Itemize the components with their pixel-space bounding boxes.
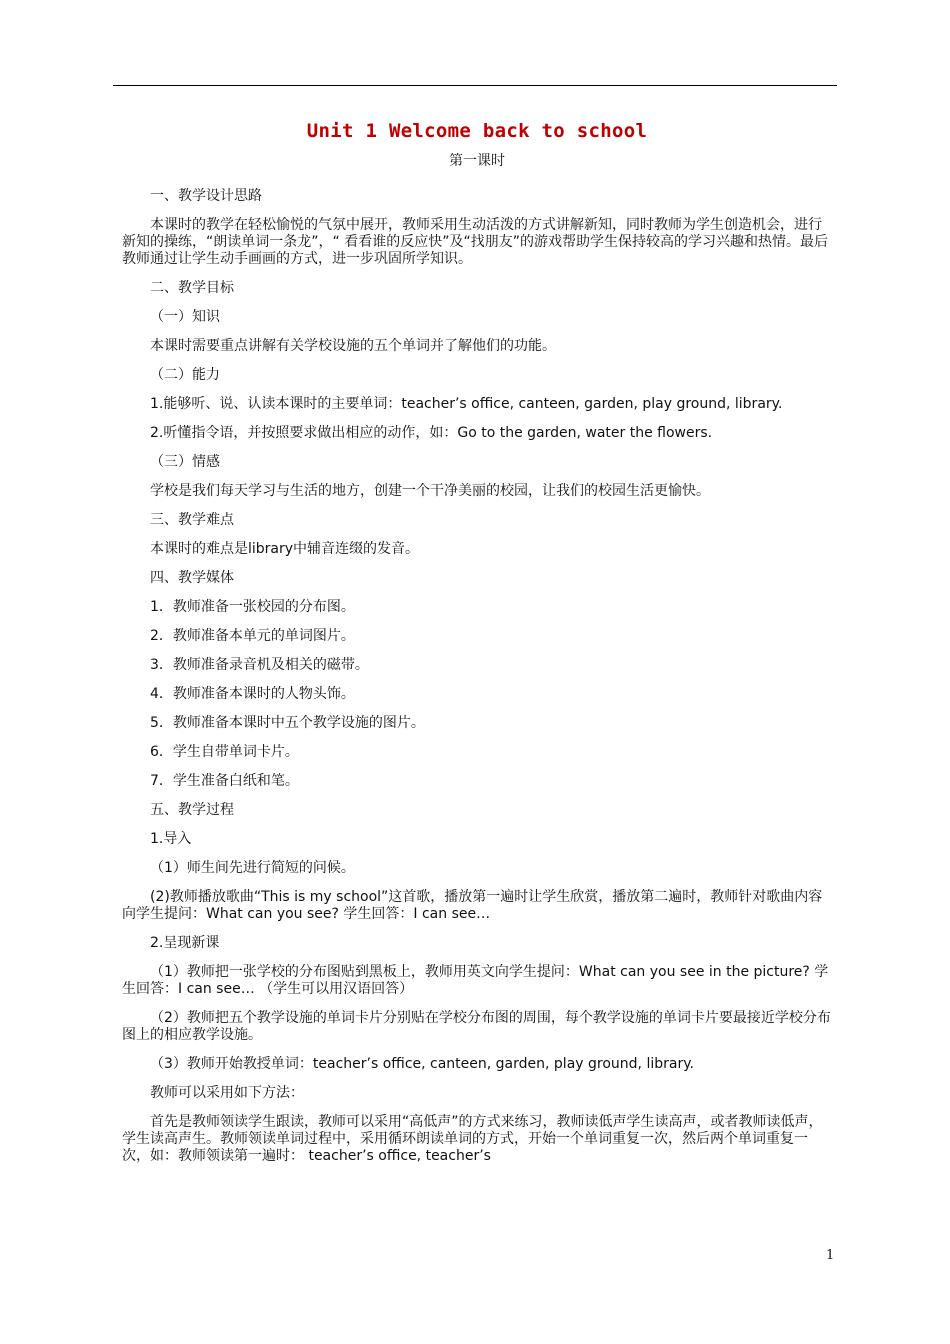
paragraph: 6．学生自带单词卡片。 — [150, 744, 299, 760]
paragraph: （2）教师把五个教学设施的单词卡片分别贴在学校分布图的周围，每个教学设施的单词卡片要最接近学校分布图上的相应教学设施。 — [122, 1010, 831, 1043]
page-number: 1 — [826, 1248, 835, 1263]
paragraph: 1.导入 — [150, 831, 192, 847]
header-rule — [113, 85, 837, 86]
paragraph: 本课时的难点是library中辅音连缀的发音。 — [150, 541, 420, 557]
paragraph: （3）教师开始教授单词：teacher’s office, canteen, garden, play ground, library. — [150, 1056, 694, 1072]
paragraph: 首先是教师领读学生跟读，教师可以采用“高低声”的方式来练习，教师读低声学生读高声，或者教师读低声，学生读高声生。教师领读单词过程中，采用循环朗读单词的方式，开始一个单词重复一次，然后两个单词重复一次，如：教师领读第一遍时： teacher’s office, teacher’s — [122, 1114, 823, 1164]
paragraph-list — [122, 188, 832, 1165]
paragraph: （二）能力 — [150, 367, 220, 383]
paragraph: 本课时需要重点讲解有关学校设施的五个单词并了解他们的功能。 — [150, 338, 556, 354]
paragraph: （1）教师把一张学校的分布图贴到黑板上，教师用英文向学生提问：What can you see in the picture? 学生回答：I can see… （学生可以用汉语回答） — [122, 964, 829, 997]
paragraph: 本课时的教学在轻松愉悦的气氛中展开，教师采用生动活泼的方式讲解新知，同时教师为学生创造机会，进行新知的操练，“朗读单词一条龙”，“ 看看谁的反应快”及“找朋友”的游戏帮助学生保持较高的学习兴趣和热情。最后教师通过让学生动手画画的方式，进一步巩固所学知识。 — [122, 217, 828, 267]
paragraph: 3．教师准备录音机及相关的磁带。 — [150, 657, 369, 673]
paragraph: （1）师生间先进行简短的问候。 — [150, 860, 355, 876]
paragraph: 五、教学过程 — [150, 802, 234, 818]
paragraph: 一、教学设计思路 — [150, 188, 262, 204]
paragraph: 5．教师准备本课时中五个教学设施的图片。 — [150, 715, 425, 731]
document-subtitle: 第一课时 — [449, 153, 505, 169]
paragraph: （三）情感 — [150, 454, 220, 470]
paragraph: 2.呈现新课 — [150, 935, 220, 951]
paragraph: 学校是我们每天学习与生活的地方，创建一个干净美丽的校园，让我们的校园生活更愉快。 — [150, 483, 710, 499]
paragraph: 二、教学目标 — [150, 280, 234, 296]
paragraph: 三、教学难点 — [150, 512, 234, 528]
paragraph: 4．教师准备本课时的人物头饰。 — [150, 686, 355, 702]
paragraph: 2.听懂指令语，并按照要求做出相应的动作，如：Go to the garden, water the flowers. — [150, 425, 713, 441]
paragraph: 7．学生准备白纸和笔。 — [150, 773, 299, 789]
document-title: Unit 1 Welcome back to school — [306, 120, 648, 142]
paragraph: （一）知识 — [150, 309, 220, 325]
paragraph: (2)教师播放歌曲“This is my school”这首歌，播放第一遍时让学生欣赏，播放第二遍时，教师针对歌曲内容向学生提问：What can you see? 学生回答：I can see… — [122, 889, 823, 922]
paragraph: 2．教师准备本单元的单词图片。 — [150, 628, 355, 644]
paragraph: 教师可以采用如下方法： — [150, 1085, 304, 1101]
paragraph: 1.能够听、说、认读本课时的主要单词：teacher’s office, canteen, garden, play ground, library. — [150, 396, 783, 412]
paragraph: 1．教师准备一张校园的分布图。 — [150, 599, 355, 615]
paragraph: 四、教学媒体 — [150, 570, 234, 586]
document-body — [122, 120, 832, 1177]
